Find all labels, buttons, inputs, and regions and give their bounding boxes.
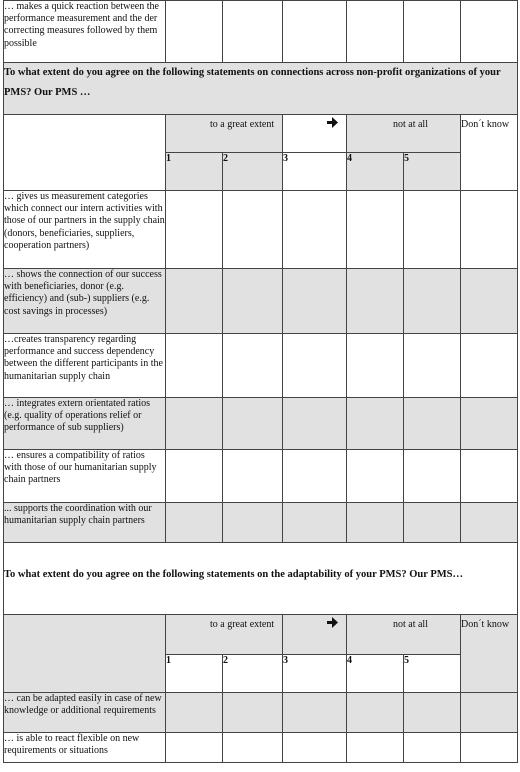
section-g-scale-header (4, 115, 518, 153)
scale-left-label: to a great extent (166, 615, 283, 655)
scale-number: 1 (166, 655, 223, 693)
scale-right-label: not at all (347, 115, 461, 153)
scale-arrow (283, 615, 347, 655)
statement-label: … can be adapted easily in case of new knowledge or additional requirements (4, 693, 166, 733)
rating-cell[interactable] (166, 450, 223, 503)
rating-cell[interactable] (283, 398, 347, 450)
rating-cell[interactable] (347, 450, 404, 503)
spacer-cell (4, 543, 518, 565)
rating-cell[interactable] (461, 334, 518, 398)
rating-cell[interactable] (347, 733, 404, 763)
scale-number: 2 (223, 153, 283, 191)
rating-cell[interactable] (404, 733, 461, 763)
section-g-question (4, 63, 518, 115)
rating-cell[interactable] (223, 503, 283, 543)
rating-cell[interactable] (283, 334, 347, 398)
statement-row (4, 398, 518, 450)
rating-cell[interactable] (347, 503, 404, 543)
section-h-question-text: To what extent do you agree on the following statements on the adaptability of your PMS? Our PMS… (4, 568, 463, 580)
rating-cell[interactable] (166, 733, 223, 763)
statement-row (4, 334, 518, 398)
dont-know-label: Don´t know (461, 615, 518, 693)
rating-cell[interactable] (223, 269, 283, 334)
rating-cell[interactable] (283, 191, 347, 269)
scale-number: 3 (283, 153, 347, 191)
rating-cell[interactable] (461, 450, 518, 503)
statement-row (4, 733, 518, 763)
rating-cell[interactable] (404, 1, 461, 63)
scale-number: 1 (166, 153, 223, 191)
statement-label: …creates transparency regarding performance and success dependency between the different participants in the humanitarian supply chain (4, 334, 166, 398)
rating-cell[interactable] (223, 693, 283, 733)
rating-cell[interactable] (404, 693, 461, 733)
rating-cell[interactable] (166, 503, 223, 543)
rating-cell[interactable] (283, 1, 347, 63)
rating-cell[interactable] (347, 693, 404, 733)
right-arrow-icon (285, 115, 345, 129)
statement-row (4, 450, 518, 503)
rating-cell[interactable] (283, 450, 347, 503)
scale-left-label: to a great extent (166, 115, 283, 153)
rating-cell[interactable] (283, 693, 347, 733)
section-spacer (4, 543, 518, 565)
statement-label: … ensures a compatibility of ratios with those of our humanitarian supply chain partners (4, 450, 166, 503)
rating-cell[interactable] (223, 398, 283, 450)
rating-cell[interactable] (166, 1, 223, 63)
rating-cell[interactable] (166, 398, 223, 450)
rating-cell[interactable] (461, 398, 518, 450)
scale-number: 5 (404, 655, 461, 693)
statement-label: … shows the connection of our success with beneficiaries, donor (e.g. efficiency) and (sub-) suppliers (e.g. cost savings in processes) (4, 269, 166, 334)
rating-cell[interactable] (283, 503, 347, 543)
section-h-scale-header (4, 615, 518, 655)
statement-row (4, 191, 518, 269)
top-statement-row (4, 1, 518, 63)
scale-number: 4 (347, 655, 404, 693)
rating-cell[interactable] (347, 334, 404, 398)
rating-cell[interactable] (404, 334, 461, 398)
statement-row (4, 269, 518, 334)
right-arrow-icon (285, 615, 345, 629)
rating-cell[interactable] (461, 693, 518, 733)
statement-row (4, 503, 518, 543)
rating-cell[interactable] (461, 191, 518, 269)
rating-cell[interactable] (283, 733, 347, 763)
rating-cell[interactable] (404, 503, 461, 543)
rating-cell[interactable] (347, 269, 404, 334)
scale-arrow (283, 115, 347, 153)
rating-cell[interactable] (347, 1, 404, 63)
header-empty-cell (4, 115, 166, 191)
rating-cell[interactable] (404, 269, 461, 334)
scale-number: 3 (283, 655, 347, 693)
scale-number: 5 (404, 153, 461, 191)
rating-cell[interactable] (347, 398, 404, 450)
scale-number: 4 (347, 153, 404, 191)
scale-number: 2 (223, 655, 283, 693)
header-empty-cell (4, 615, 166, 693)
section-h-question (4, 565, 518, 615)
rating-cell[interactable] (223, 191, 283, 269)
rating-cell[interactable] (347, 191, 404, 269)
dont-know-label: Don´t know (461, 115, 518, 191)
statement-label: … integrates extern orientated ratios (e.g. quality of operations relief or performance of sub suppliers) (4, 398, 166, 450)
rating-cell[interactable] (166, 269, 223, 334)
statement-label: … makes a quick reaction between the performance measurement and the der correcting measures followed by them possible (4, 1, 166, 63)
questionnaire-table (3, 0, 518, 763)
section-g-question-row (4, 63, 518, 115)
rating-cell[interactable] (223, 733, 283, 763)
section-g-question-text: To what extent do you agree on the following statements on connections across non-profit organizations of your PMS? Our PMS … (4, 67, 501, 98)
scale-right-label: not at all (347, 615, 461, 655)
section-h-question-row (4, 565, 518, 615)
rating-cell[interactable] (166, 693, 223, 733)
rating-cell[interactable] (166, 334, 223, 398)
statement-row (4, 693, 518, 733)
rating-cell[interactable] (223, 1, 283, 63)
rating-cell[interactable] (461, 733, 518, 763)
rating-cell[interactable] (223, 334, 283, 398)
rating-cell[interactable] (166, 191, 223, 269)
statement-label: … is able to react flexible on new requirements or situations (4, 733, 166, 763)
rating-cell[interactable] (223, 450, 283, 503)
statement-label: ... supports the coordination with our humanitarian supply chain partners (4, 503, 166, 543)
statement-label: … gives us measurement categories which connect our intern activities with those of our partners in the supply chain (donors, beneficiaries, suppliers, cooperation partners) (4, 191, 166, 269)
rating-cell[interactable] (404, 191, 461, 269)
rating-cell[interactable] (461, 269, 518, 334)
rating-cell[interactable] (404, 398, 461, 450)
rating-cell[interactable] (283, 269, 347, 334)
rating-cell[interactable] (461, 1, 518, 63)
rating-cell[interactable] (461, 503, 518, 543)
rating-cell[interactable] (404, 450, 461, 503)
